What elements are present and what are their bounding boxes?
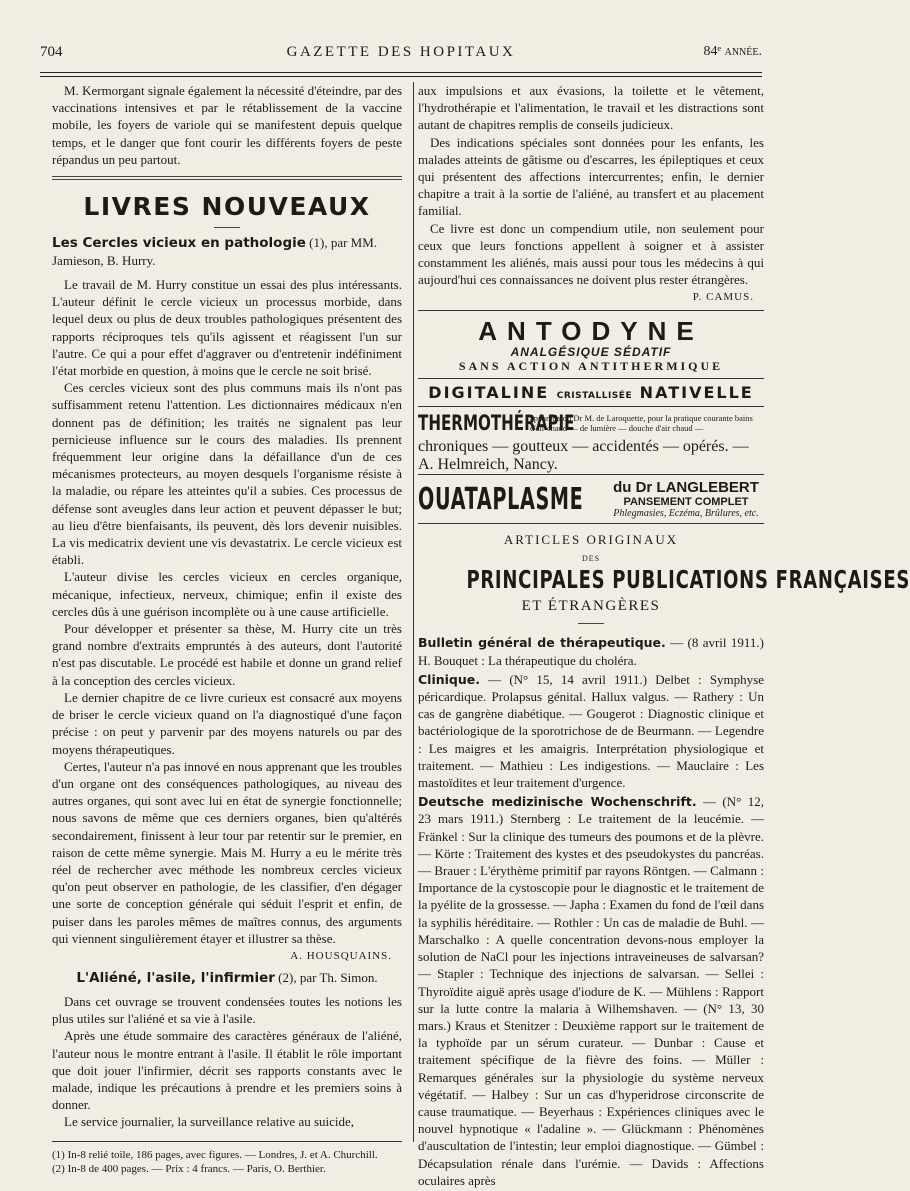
ad-antodyne	[418, 311, 764, 379]
review-paragraph: Certes, l'auteur n'a pas innové en nous apprenant que les troubles d'un organe ont des conséquences pathologiques, au niveau des autres organes, qui sont avec lui en état de synergie fonctionnelle; nous savons de même que ces derniers organes, bien qu'altérés secondairement, finissent à leur tour par retentir sur le premier, en raison de cette même synergie. Mais M. Hurry a eu le mérite très réel de rechercher avec méthode les nombreux cercles vicieux qu'on peut observer en pathologie, de les classifier, d'en dégager une sorte de conception générale qui séduit l'esprit et enfin, de puiser dans les paroles mêmes de maîtres connus, des arguments qui viennent singulièrement étayer et illustrer sa thèse.	[52, 758, 402, 946]
antodyne-tagline: SANS ACTION ANTITHERMIQUE	[458, 359, 724, 374]
ad-thermotherapie	[418, 407, 764, 475]
review-paragraph: L'auteur divise les cercles vicieux en cercles organique, mécanique, infectieux, nerveux, chimique; enfin il existe des cercles dûs à une guérison incomplète ou à une cause artificielle.	[52, 569, 402, 619]
page-number: 704	[40, 44, 63, 60]
header-rule-top	[40, 72, 762, 73]
review-paragraph: Dans cet ouvrage se trouvent condensées toutes les notions les plus utiles sur l'aliéné et sa vie à l'asile.	[52, 993, 402, 1027]
year-label: 84ᵉ année.	[703, 44, 762, 59]
review-signature: P. CAMUS.	[692, 291, 754, 304]
left-column	[52, 82, 402, 1176]
section-title: LIVRES NOUVEAUX	[83, 192, 371, 222]
ouat-indications: Phlegmasies, Eczéma, Brûlures, etc.	[613, 508, 759, 520]
footnote: (2) In-8 de 400 pages. — Prix : 4 francs. — Paris, O. Berthier.	[52, 1162, 326, 1175]
thermo-name: THERMOTHÉRAPIE	[418, 411, 575, 436]
ouat-name: OUATAPLASME	[418, 481, 584, 517]
right-column	[418, 82, 910, 1191]
book-title-authors: (1), par MM. Jamieson, B. Hurry.	[52, 235, 378, 269]
journal-entry	[418, 671, 764, 791]
book-title-main: Les Cercles vicieux en pathologie	[52, 235, 306, 252]
footnote: (1) In-8 relié toile, 186 pages, avec figures. — Londres, J. et A. Churchill.	[52, 1148, 378, 1161]
review-paragraph: Pour développer et présenter sa thèse, M. Hurry cite un très grand nombre d'extraits empruntés à des auteurs, dont l'autorité n'est pas discutable. Le procédé est habile et donne un grand relief à la conception des cercles vicieux.	[52, 621, 402, 688]
review-paragraph: Le dernier chapitre de ce livre curieux est consacré aux moyens de briser le cercle vicieux quand on l'a diagnostiqué d'une façon précise : on peut y parvenir par des moyens naturels ou par des moyens thérapeutiques.	[52, 689, 402, 757]
short-rule	[214, 227, 240, 228]
book-title-main: L'Aliéné, l'asile, l'infirmier	[76, 969, 275, 986]
principales-heading: PRINCIPALES PUBLICATIONS FRANÇAISES	[466, 565, 910, 595]
digitaline-word: DIGITALINE	[428, 383, 550, 403]
book-title-authors: (2), par Th. Simon.	[274, 969, 378, 985]
ad-ouataplasme	[418, 475, 764, 524]
ouat-doctor: du Dr LANGLEBERT	[613, 479, 759, 497]
footnotes	[52, 1141, 402, 1176]
review-paragraph: Des indications spéciales sont données pour les enfants, les malades atteints de gâtisme ou d'escarres, les épileptiques et ceux qui présentent des affections intercurrentes; enfin, le dernier chapitre a trait à la sortie de l'aliéné, au transfert et au placement familial.	[418, 134, 764, 219]
column-divider	[413, 82, 414, 1142]
header-rule-bottom	[40, 76, 762, 77]
thermo-text-2: chroniques — goutteux — accidentés — opérés. — A. Helmreich, Nancy.	[418, 438, 749, 474]
kermorgant-paragraph: M. Kermorgant signale également la nécessité d'éteindre, par des vaccinations intensives et par le rétablissement de la vaccine mobile, les foyers de variole qui se manifestent depuis quelque temps, et le danger que font courir les différents foyers de peste répandus un peu partout.	[52, 83, 402, 167]
ads-block	[418, 310, 764, 524]
review-signature: A. HOUSQUAINS.	[290, 949, 392, 962]
journal-title: GAZETTE DES HOPITAUX	[286, 44, 516, 60]
journal-name: Deutsche medizinische Wochenschrift.	[418, 794, 697, 810]
journal-entry	[418, 634, 764, 668]
journal-text: — (N° 15, 14 avril 1911.) Delbet : Symphyse péricardique. Prolapsus génital. Hallux valgus. — Rathery : Un cas de gangrène diabétique. — Gougerot : Diagnostic clinique et bactériologique de la sporotrichose de de Beurmann. — Legendre : Les maigres et les amaigris. Interprétation physiologique et traitement. — Mathieu : Les indigestions. — Mauclaire : Les mastoïdites et leur traitement d'urgence.	[418, 671, 764, 791]
ad-digitaline	[418, 379, 764, 407]
continuation-paragraph: aux impulsions et aux évasions, la toilette et le vêtement, l'hydrothérapie et l'alimentation, le travail et les distractions sont autant de chapitres remplis de conseils judicieux.	[418, 83, 764, 133]
review-paragraph: Ce livre est donc un compendium utile, non seulement pour ceux que leurs fonctions appellent à soigner et à assister constamment les aliénés, mais aussi pour tous les médecins à qui aujourd'hui ces connaissances ne doivent plus rester étrangères.	[418, 220, 764, 288]
book-title-aliene	[52, 969, 402, 987]
short-rule	[578, 623, 604, 624]
section-separator	[52, 176, 402, 180]
journal-text: — (8 avril 1911.) H. Bouquet : La thérapeutique du choléra.	[418, 635, 764, 668]
review-paragraph: Le travail de M. Hurry constitue un essai des plus intéressants. L'auteur définit le cercle vicieux un processus morbide, dans lequel deux ou plus de deux troubles pathologiques présentent des rapports réciproques tels qu'ils agissent et réagissent l'un sur l'autre. Ce qui a pour effet d'aggraver ou d'entretenir indéfiniment l'état morbide en question, à moins que le cercle ne soit brisé.	[52, 277, 402, 379]
book-title-cercles	[52, 234, 402, 270]
journal-name: Bulletin général de thérapeutique.	[418, 635, 666, 651]
review-paragraph: Après une étude sommaire des caractères généraux de l'aliéné, l'auteur nous le montre entrant à l'asile. Il établit le rôle important que doit jouer l'infirmier, décrit ses rapports constants avec le malade, indique les précautions à prendre et les premiers soins à donner.	[52, 1028, 402, 1113]
page-header	[40, 44, 762, 66]
etrangeres-heading: ET ÉTRANGÈRES	[521, 598, 661, 615]
thermo-text: appareils du Dr M. de Laroquette, pour la pratique courante bains d'air chaud — de lumière — douche d'air chaud —	[530, 413, 753, 434]
digitaline-nativelle: NATIVELLE	[639, 383, 754, 403]
articles-heading: ARTICLES ORIGINAUX	[503, 532, 679, 548]
antodyne-subtitle: ANALGÉSIQUE SÉDATIF	[510, 345, 672, 360]
journal-entry	[418, 793, 764, 1189]
ouat-pansement: PANSEMENT COMPLET	[623, 496, 749, 509]
journal-name: Clinique.	[418, 671, 480, 687]
antodyne-name: ANTODYNE	[478, 316, 704, 347]
des-word: DES	[581, 554, 601, 564]
digitaline-cristallisee: CRISTALLISÉE	[556, 391, 633, 402]
review-paragraph: Ces cercles vicieux sont des plus communs mais ils n'ont pas suffisamment retenu l'attention. Les dictionnaires médicaux n'en donnent pas de définition; les traités ne signalent pas leur pernicieuse influence sur le cours des maladies. Ils prennent fréquemment leur origine dans la défaillance d'un de ces mécanismes protecteurs, au moyen desquels l'organisme résiste à la maladie, ou répare les atteintes qu'il a subies. Ces processus de défense sont aveugles dans leur action et peuvent dépasser le but; au lieu d'être bienfaisants, ils peuvent, dès lors devenir nuisibles. La vis medicatrix devient une vis devastatrix. Le cercle vicieux est établi.	[52, 380, 402, 568]
review-paragraph: Le service journalier, la surveillance relative au suicide,	[64, 1114, 355, 1130]
journal-text: — (N° 12, 23 mars 1911.) Sternberg : Le traitement de la leucémie. — Fränkel : Sur la clinique des tumeurs des poumons et de la plèvre. — Körte : Traitement des kystes et des pseudokystes du pancréas. — Brauer : L'érythème primitif par rayons Röntgen. — Calmann : Importance de la cystoscopie pour le diagnostic et le traitement de la pyélite de la grossesse. — Japha : Examen du fond de l'œil dans la syphilis héréditaire. — Rothler : Un cas de maladie de Buhl. — Marschalko : A quelle concentration devons-nous employer la solution de NaCl pour les injections intraveineuses de salvarsan? — Stapler : Technique des injections de salvarsan. — Sellei : Thyroïdite aiguë après usage d'iodure de K. — Mühlens : Rapport sur la lutte contre la malaria à Wilhemshaven. — (N° 13, 30 mars.) Kraus et Stenitzer : Deuxième rapport sur le traitement de la typhoïde par un sérum curateur. — Dunbar : Cause et traitement spécifique de la fièvre des foins. — Müller : Remarques générales sur la physiologie du système nerveux végétatif. — Halbey : Sur un cas d'hyperidrose circonscrite de cause traumatique. — Beyerhaus : Expériences cliniques avec le nouvel hypnotique « l'adaline ». — Glückmann : Phénomènes d'auscultation de l'intestin; leur emploi diagnostique. — Gümbel : Décapsulation rénale dans l'urémie. — Davids : Affections oculaires après	[418, 794, 764, 1188]
